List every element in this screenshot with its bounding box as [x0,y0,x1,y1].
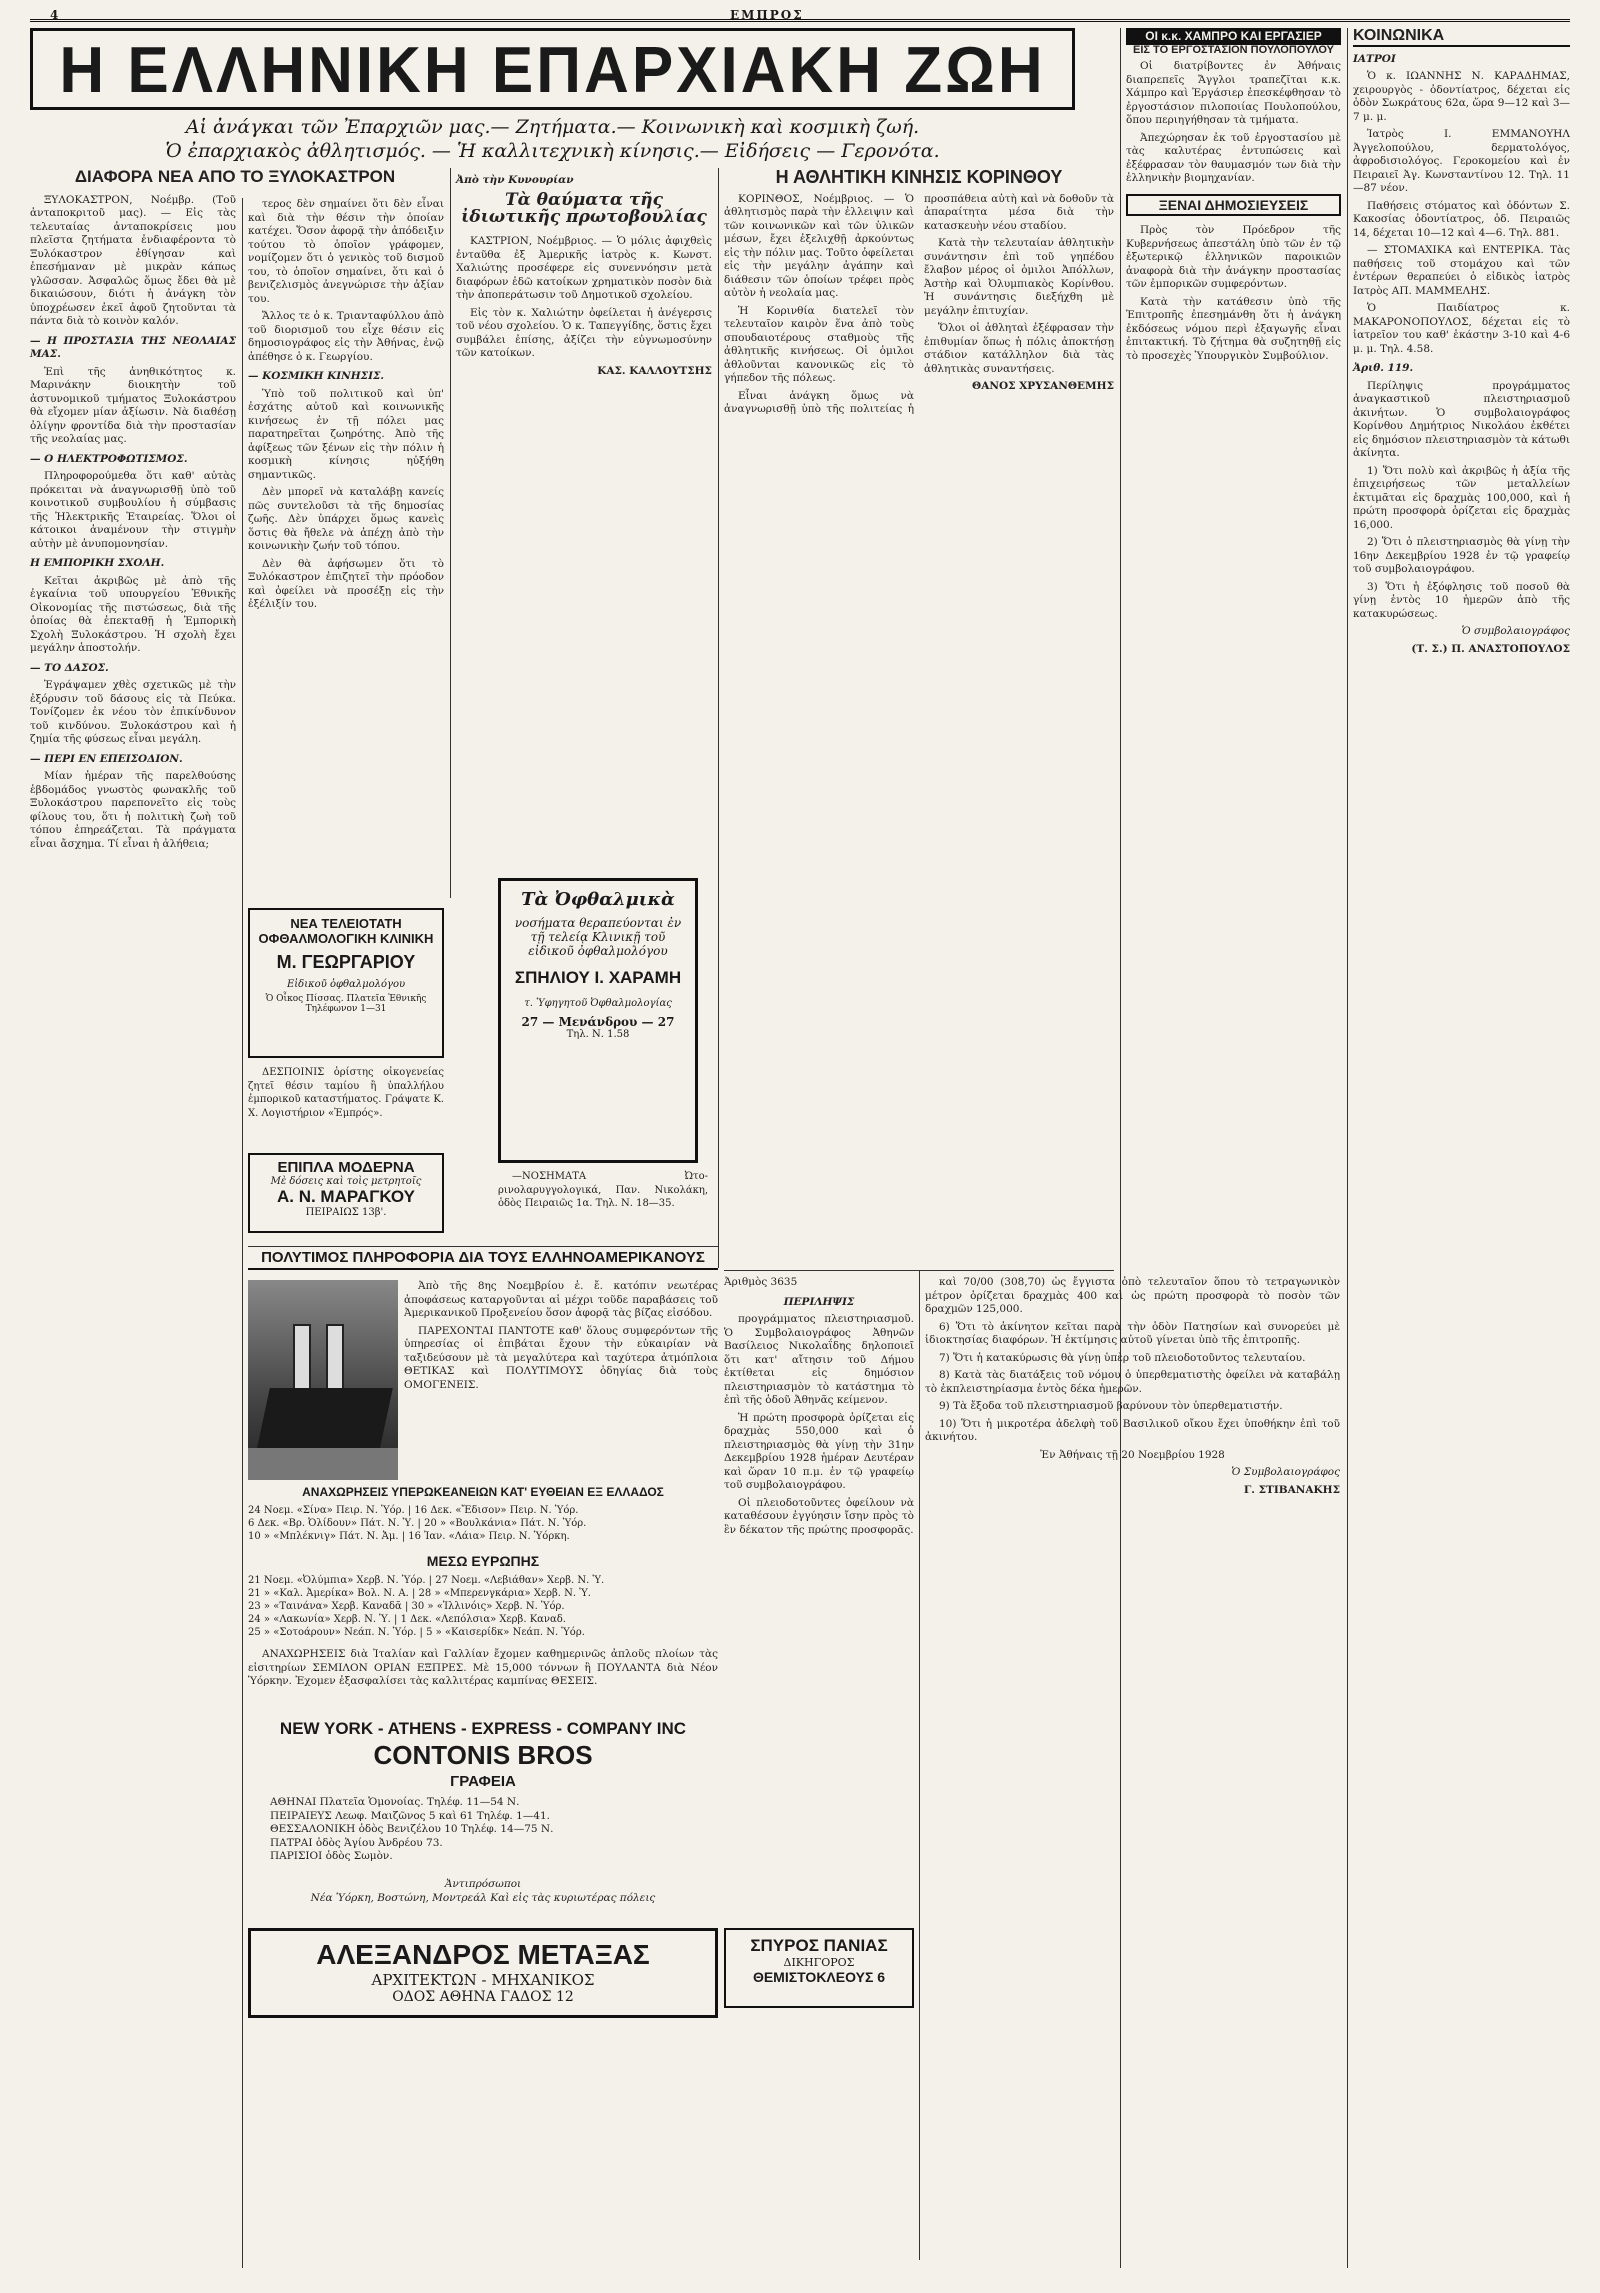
ad-line: Α. Ν. ΜΑΡΑΓΚΟΥ [276,1187,416,1206]
newspaper-name: ΕΜΠΡΟΣ [730,8,804,22]
ad-line: ΟΔΟΣ ΑΘΗΝΑ ΓΑΔΟΣ 12 [392,1989,574,2005]
paragraph: — ΣΤΟΜΑΧΙΚΑ καὶ ΕΝΤΕΡΙΚΑ. Τὰς παθήσεις τοῦ στομάχου καὶ τῶν ἐντέρων θεραπεύει ὁ εἰδικὸς ἰατρὸς Ιατρὸς ΑΠ. ΜΑΜΜΕΛΗΣ. [1353,244,1570,297]
signature: Γ. ΣΤΙΒΑΝΑΚΗΣ [1243,1483,1340,1496]
table-row: 21 » «Καλ. Ἀμερίκα» Βολ. Ν. Α. | 28 » «Μπερενγκάρια» Χερβ. Ν. Ὑ. [248,1588,591,1599]
sub-heading: Η ΕΜΠΟΡΙΚΗ ΣΧΟΛΗ. [30,557,165,570]
ad-line: Τηλ. Ν. 1.58 [566,1029,630,1040]
page-number: 4 [50,8,59,22]
sub-heading: — Η ΠΡΟΣΤΑΣΙΑ ΤΗΣ ΝΕΟΛΑΙΑΣ ΜΑΣ. [30,334,236,361]
ad-line: ΟΦΘΑΛΜΟΛΟΓΙΚΗ ΚΛΙΝΙΚΗ [258,931,434,946]
table-row: 10 » «Μπλέκνιγ» Πάτ. Ν. Ἀμ. | 16 Ἰαν. «Λάια» Πειρ. Ν. Ὑόρκη. [248,1531,570,1542]
kicker: Ἀπὸ τὴν Κυνουρίαν [456,174,574,186]
paragraph: 9) Τὰ ἔξοδα τοῦ πλειστηριασμοῦ βαρύνουν τὸν ὑπερθεματιστήν. [939,1400,1283,1412]
article-xylokastron-cont [248,198,444,898]
ad-line: Ἀντιπρόσωποι [444,1878,522,1890]
ad-line: ΘΕΜΙΣΤΟΚΛΕΟΥΣ 6 [752,1969,886,1985]
paragraph: Δὲν θὰ ἀφήσωμεν ὅτι τὸ Ξυλόκαστρον ἐπιζητεῖ τὴν πρόοδον καὶ ὀφείλει νὰ προσέξῃ εἰς τὴν ἐξέλιξίν του. [248,557,444,610]
paragraph: Κατὰ τὴν κατάθεσιν ὑπὸ τῆς Ἐπιτροπῆς ἐπεσημάνθη ὅτι ἡ ἀνάγκη ἐκδόσεως νόμου περὶ ἐξαγωγῆς εἶναι ἐπιτακτική. Τὸ ζήτημα θὰ συζητηθῇ εἰς τὸ προσεχὲς Ὑπουργικὸν Συμβούλιον. [1126,295,1341,362]
paragraph: ΠΑΡΕΧΟΝΤΑΙ ΠΑΝΤΟΤΕ καθ' ὅλους συμφερόντων τῆς ὑπηρεσίας οἱ ἐπιβάται ἔχουν τὴν εὐκαιρίαν νὰ ταξιδεύσουν μὲ τὰ μεγαλύτερα καὶ ταχύτερα ἀτμόπλοια ΘΕΤΙΚΑΣ καὶ ΠΟΛΥΤΙΜΟΥΣ ὁδηγίας διὰ τοὺς ΟΜΟΓΕΝΕΙΣ. [404,1324,718,1391]
paragraph: 8) Κατὰ τὰς διατάξεις τοῦ νόμου ὁ ὑπερθεματιστὴς ὀφείλει νὰ καταβάλῃ τὸ ἐκπλειστηρίασμα ἐντὸς δέκα ἡμερῶν. [925,1369,1340,1395]
paragraph: Κεῖται ἀκριβῶς μὲ ἀπὸ τῆς ἐγκαίνια τοῦ υπουργείου Ἐθνικῆς Οἰκονομίας τῆς πιστώσεως, διὰ τῆς ὁποίας θὰ ἐπεκταθῇ ἡ Ἐμπορικὴ Σχολὴ Ξυλοκάστρου. Ἡ σχολὴ ἔχει μεγάλην ἀποστολήν. [30,574,236,655]
office-line: ΠΑΡΙΣΙΟΙ ὁδὸς Σωμὸν. [270,1850,393,1862]
offices-list [270,1796,710,1876]
column-rule [242,198,243,2268]
paragraph: Εἰς τὸν κ. Χαλιώτην ὀφείλεται ἡ ἀνέγερσις τοῦ νέου σχολείου. Ὁ κ. Ταπεγγίδης, ὅστις ἔχει συμβάλει ἐπίσης, ἀξίζει τὴν εὐγνωμοσύνην τῶν κατοίκων. [456,306,712,360]
sub-heading: ΙΑΤΡΟΙ [1353,52,1396,65]
paragraph: —ΝΟΣΗΜΑΤΑ Ὠτο-ρινολαρυγγολογικά, Παν. Νικολάκη, ὁδὸς Πειραιῶς 1α. Τηλ. Ν. 18—35. [498,1171,708,1209]
ad-line: ΔΙΚΗΓΟΡΟΣ [783,1956,855,1969]
architect-ad [248,1928,718,2018]
office-line: ΑΘΗΝΑΙ Πλατεῖα Ὁμονοίας. Τηλέφ. 11—54 Ν. [270,1796,520,1808]
paragraph: 6) Ὅτι τὸ ἀκίνητον κεῖται παρὰ τὴν ὁδὸν Πατησίων καὶ συνορεύει μὲ ἰδιοκτησίας διαφόρων. Ἡ ἐκτίμησις αὐτοῦ γίνεται ὑπὸ τῆς ἐπιτροπῆς. [925,1320,1340,1346]
column-rule [718,168,719,1268]
lawyer-ad [724,1928,914,2008]
shipping-text [404,1280,718,1480]
ad-line: Ὁ Οἶκος Πίσσας. Πλατεῖα Ἐθνικῆς Τηλέφωνον 1—31 [265,994,427,1014]
signature: ΚΑΣ. ΚΑΛΛΟΥΤΣΗΣ [597,364,712,377]
signature: ΘΑΝΟΣ ΧΡΥΣΑΝΘΕΜΗΣ [972,380,1114,393]
representatives [248,1878,718,1918]
paragraph: Ἄλλος τε ὁ κ. Τριανταφύλλου ἀπὸ τοῦ διορισμοῦ του εἶχε θέσιν εἰς δημοσιογράφος εἰς τὴν Ἀθήνας, ἐνῷ ἀπέθησε ὁ κ. Γεωργίου. [248,310,444,363]
date-line: Ἐν Ἀθήναις τῇ 20 Νοεμβρίου 1928 [1040,1448,1225,1461]
section-banner [30,28,1075,110]
signature: Ὁ Συμβολαιογράφος [1231,1466,1340,1478]
paragraph: Ἡ πρώτη προσφορὰ ὁρίζεται εἰς δραχμὰς 550,000 καὶ ὁ πλειστηριασμὸς θὰ γίνῃ τὴν 31ην Δεκεμβρίου 1928 ἡμέραν Δευτέραν καὶ ὥραν 10 π.μ. ἐν τῷ γραφείῳ τοῦ συμβολαιογράφου. [724,1411,914,1491]
ad-doctor-name: ΣΠΗΛΙΟΥ Ι. ΧΑΡΑΜΗ [514,968,682,987]
article-kynouria [456,168,712,858]
paragraph: 7) Ὅτι ἡ κατακύρωσις θὰ γίνῃ ὑπὲρ τοῦ πλειοδοτοῦντος τελευταίου. [939,1351,1306,1364]
column-rule [450,168,451,898]
table-row: 21 Νοεμ. «Ὀλύμπια» Χερβ. Ν. Ὑόρ. | 27 Νοεμ. «Λεβιάθαν» Χερβ. Ν. Ὑ. [248,1575,605,1586]
europe-title: ΜΕΣΩ ΕΥΡΩΠΗΣ [426,1553,540,1569]
europe-table [248,1574,718,1646]
paragraph: Πρὸς τὸν Πρόεδρον τῆς Κυβερνήσεως ἀπεστάλη ὑπὸ τῶν ἐν τῷ ἐξωτερικῷ ἑλληνικῶν παροικιῶν ἀναφορὰ διὰ τὴν ἀνάγκην προστασίας τῶν ἐμπορικῶν συμφερόντων. [1126,224,1341,291]
paragraph: Ὑπὸ τοῦ πολιτικοῦ καὶ ὑπ' ἐσχάτης αὐτοῦ καὶ κοινωνικῆς κινήσεως ἐν τῇ πόλει μας παρατηρεῖται ζωηρότης. Ἀπὸ τῆς ἀφίξεως τῶν ξένων εἰς τὴν πόλιν ἡ κοσμικὴ κίνησις ηὐξήθη σημαντικῶς. [248,387,444,481]
offices-title: ΓΡΑΦΕΙΑ [450,1773,516,1790]
paragraph: ΔΕΣΠΟΙΝΙΣ ὁρίστης οἰκογενείας ζητεῖ θέσιν ταμίου ἢ ὑπαλλήλου ἐμπορικοῦ καταστήματος. Γράψατε Κ. Χ. Λογιστήριον «Ἐμπρός». [248,1067,444,1119]
classified-ad [248,1066,444,1146]
paragraph: Οἱ διατρίβοντες ἐν Ἀθήναις διαπρεπεῖς Ἄγγλοι τραπεζῖται κ.κ. Χάμπρο καὶ Ἐργάσιερ ἐπεσκέφθησαν τὸ ἐργοστάσιον πιλοποιίας Πουλοπούλου, ὅπου περιηγήθησαν τὰ τμήματα. [1126,60,1341,127]
article-hambro [1126,28,1341,1258]
departures-table [248,1504,718,1550]
signature: (Τ. Σ.) Π. ΑΝΑΣΤΟΠΟΥΛΟΣ [1411,642,1570,655]
ad-doctor-name: Μ. ΓΕΩΡΓΑΡΙΟΥ [276,952,416,972]
ad-line: ΑΡΧΙΤΕΚΤΩΝ - ΜΗΧΑΝΙΚΟΣ [371,1971,595,1989]
paragraph: 10) Ὅτι ἡ μικροτέρα ἀδελφὴ τοῦ Βασιλικοῦ οἴκου ἔχει ὑποθήκην ἐπὶ τοῦ ἀκινήτου. [925,1417,1340,1443]
paragraph: Πληροφορούμεθα ὅτι καθ' αὐτὰς πρόκειται νὰ ἀναγνωρισθῇ ὑπὸ τοῦ κοινοτικοῦ συμβουλίου ἡ σύμβασις τῆς Ἠλεκτρικῆς Ἑταιρείας. Ὅλοι οἱ κάτοικοι ἀναμένουν τὴν στιγμὴν αὐτὴν μὲ ἀνυπομονησίαν. [30,470,236,550]
banner-title: Η ΕΛΛΗΝΙΚΗ ΕΠΑΡΧΙΑΚΗ ΖΩΗ [59,34,1046,107]
ad-line: ΑΛΕΞΑΝΔΡΟΣ ΜΕΤΑΞΑΣ [316,1939,650,1970]
office-line: ΘΕΣΣΑΛΟΝΙΚΗ ὁδὸς Βενιζέλου 10 Τηλέφ. 14—75 Ν. [270,1823,554,1835]
paragraph: Ἀπεχώρησαν ἐκ τοῦ ἐργοστασίου μὲ τὰς καλυτέρας ἐντυπώσεις καὶ ἐξέφρασαν τὸν θαυμασμόν των διὰ τὴν ἑλληνικὴν βιομηχανίαν. [1126,131,1341,185]
ship-image [248,1280,398,1480]
article-title: ΔΙΑΦΟΡΑ ΝΕΑ ΑΠΟ ΤΟ ΞΥΛΟΚΑΣΤΡΟΝ [74,167,396,186]
paragraph: Ἀπὸ τῆς 8ης Νοεμβρίου ἐ. ἔ. κατόπιν νεωτέρας ἀποφάσεως καταργοῦνται αἱ μέχρι τοῦδε παραβάσεις τοῦ Ἀμερικανικοῦ Προξενείου ὅσον ἀφορᾷ τὰς βίζας εἰσόδου. [404,1280,718,1319]
paragraph: Ἐγράψαμεν χθὲς σχετικῶς μὲ τὴν ἐξόρυσιν τοῦ δάσους εἰς τὰ Πεύκα. Τονίζομεν ἐκ νέου τὸν ἐπικίνδυνον τοῦ κινδύνου. Ξυλοκάστρου καὶ ἡ ζημία τῆς φύσεως εἶναι μεγάλη. [30,679,236,746]
paragraph: Ἐπὶ τῆς ἀνηθικότητος κ. Μαρινάκην διοικητὴν τοῦ ἀστυνομικοῦ τμήματος Ξυλοκάστρου θὰ εἴχομεν μίαν ἀξίωσιν. Νὰ διαθέσῃ ὀλίγην φροντίδα διὰ τὴν προστασίαν τῆς νεολαίας μας. [30,365,236,446]
sub-heading: Ἀριθ. 119. [1353,362,1414,375]
shipping-banner: ΠΟΛΥΤΙΜΟΣ ΠΛΗΡΟΦΟΡΙΑ ΔΙΑ ΤΟΥΣ ΕΛΛΗΝΟΑΜΕΡΙΚΑΝΟΥΣ [248,1250,718,1270]
ad-line: Νέα Ὑόρκη, Βοστώνη, Μοντρεάλ Καὶ εἰς τὰς κυριωτέρας πόλεις [310,1891,656,1904]
column-rule [919,1270,920,2260]
article-title: ΞΕΝΑΙ ΔΗΜΟΣΙΕΥΣΕΙΣ [1126,194,1341,217]
paragraph: Οἱ πλειοδοτοῦντες ὀφείλουν νὰ καταθέσουν ἐγγύησιν ἴσην πρὸς τὸ ἓν δέκατον τῆς πρώτης προσφορᾶς. [724,1496,914,1536]
ad-line: Μὲ δόσεις καὶ τοὶς μετρητοῖς [270,1176,422,1187]
company-brand: CONTONIS BROS [373,1740,593,1770]
table-row: 24 » «Λακωνία» Χερβ. Ν. Ὑ. | 1 Δεκ. «Λεπόλσια» Χερβ. Καναδ. [248,1614,566,1625]
reference: Ἀριθμὸς 3635 [724,1276,798,1288]
paragraph: 1) Ὅτι πολὺ καὶ ἀκριβῶς ἡ ἀξία τῆς ἐπιχειρήσεως τῶν μεταλλείων ἐκτιμᾶται εἰς δραχμὰς 100,000, καὶ ἡ πρώτη προσφορὰ ὁρίζεται εἰς δραχμὰς 16,000. [1353,464,1570,531]
paragraph: Εἶναι ἀνάγκη ὅμως νὰ ἀναγνωρισθῇ ὑπὸ τῆς πολιτείας ἡ προσπάθεια αὐτὴ καὶ νὰ δοθοῦν τὰ ἀπαραίτητα μέσα διὰ τὴν κατασκευὴν νέου σταδίου. [724,192,1114,416]
departures-title: ΑΝΑΧΩΡΗΣΕΙΣ ΥΠΕΡΩΚΕΑΝΕΙΩΝ ΚΑΤ' ΕΥΘΕΙΑΝ ΕΞ ΕΛΛΑΔΟΣ [302,1485,664,1499]
paragraph: Μίαν ἡμέραν τῆς παρελθούσης ἑβδομάδος γνωστὸς φωνακλῆς τοῦ Ξυλοκάστρου παρεπονεῖτο εἰς τοὺς φίλους του, ὅτι ἡ πολιτικὴ ζωὴ τοῦ τόπου ἐπηρεάζεται. Τὰ πράγματα εἶναι ἄσχημα. Τί εἶναι ἡ ἀλήθεια; [30,770,236,850]
auction-notice-cont [925,1276,1340,2266]
classified-ad [498,1170,708,1240]
paragraph: ΚΟΡΙΝΘΟΣ, Νοέμβριος. — Ὁ ἀθλητισμὸς παρὰ τὴν ἐλλειψιν καὶ τῶν κοινωνικῶν καὶ τῶν ὑλικῶν μέσων, ἔχει ἐξελιχθῇ ἀρκούντως εἰς τὴν πόλιν μας. Τοῦτο ὀφείλεται εἰς τὴν μεγάλην ἀγάπην καὶ διάθεσιν τῶν ὁποίων τρέφει πρὸς αὐτὸν ἡ νεολαία μας. [724,192,914,300]
sub-heading: ΠΕΡΙΛΗΨΙΣ [783,1295,855,1308]
paragraph: Ἰατρὸς Ι. ΕΜΜΑΝΟΥΗΛ Ἀγγελοπούλου, δερματολόγος, ἀφροδισιολόγος. Γεροκομείου καὶ ἐν Πειραιεῖ Ἀγ. Κωνσταντίνου 12. Τηλ. 11—87 νέον. [1353,128,1570,195]
article-athletics [724,168,1114,1268]
sub-heading: — ΚΟΣΜΙΚΗ ΚΙΝΗΣΙΣ. [248,370,385,382]
ad-line: νοσήματα θεραπεύονται ἐν τῇ τελείᾳ Κλινικῇ τοῦ εἰδικοῦ ὀφθαλμολόγου [514,916,682,958]
office-line: ΠΑΤΡΑΙ ὁδὸς Ἁγίου Ἀνδρέου 73. [270,1836,443,1849]
ad-line: 27 — Μενάνδρου — 27 [521,1015,675,1029]
sub-heading: — ΠΕΡΙ ΕΝ ΕΠΕΙΣΟΔΙΟΝ. [30,752,183,765]
company-name: NEW YORK - ATHENS - EXPRESS - COMPANY INC [279,1719,687,1738]
article-title: Η ΑΘΛΗΤΙΚΗ ΚΙΝΗΣΙΣ ΚΟΡΙΝΘΟΥ [775,167,1063,187]
ad-line: Εἰδικοῦ ὀφθαλμολόγου [286,979,406,990]
table-row: 24 Νοεμ. «Σίνα» Πειρ. Ν. Ὑόρ. | 16 Δεκ. «Ἔδισον» Πειρ. Ν. Ὑόρ. [248,1505,579,1516]
paragraph: τερος δὲν σημαίνει ὅτι δὲν εἶναι καὶ διὰ τὴν θέσιν τὴν ὁποίαν κατέχει. Ὅσον ἀφορᾷ τὴν ἀπόδειξιν τούτου τὸ ὁποῖον γράφομεν, νομίζομεν ὅτι ὁ γενικὸς τοῦ δισμοῦ του, τὸ ὁποῖον σημαίνει, ὅτι καὶ ὁ βενιζελισμὸς ἀνεγνώρισε τὴν ἀξίαν του. [248,198,444,305]
paragraph: ΑΝΑΧΩΡΗΣΕΙΣ διὰ Ἰταλίαν καὶ Γαλλίαν ἔχομεν καθημερινῶς ἀπλοῦς πλοίων τὰς εἰσιτηρίων ΣΕΜΙΛΟΝ ΟΡΙΑΝ ΕΞΠΡΕΣ. Μὲ 15,000 τόννων ἢ ΠΟΥΛΑΝΤΑ διὰ Νέον Ὑόρκην. Ἐχομεν ἐξασφαλίσει τὰς καλλιτέρας καμπίνας ΘΕΣΕΙΣ. [248,1648,718,1687]
paragraph: καὶ 70/00 (308,70) ὡς ἔγγιστα ὁπὸ τελευταῖον ὅπου τὸ τετραγωνικὸν μέτρον ὁρίζεται δραχμὰς 400 καὶ ὡς πρώτη προσφορὰ τὸ ποσὸν τῶν δραχμῶν 125,000. [925,1276,1340,1315]
column-rule [1347,28,1348,2268]
paragraph: ΚΑΣΤΡΙΟΝ, Νοέμβριος. — Ὁ μόλις ἀφιχθεὶς ἐνταῦθα ἐξ Ἀμερικῆς ἰατρὸς κ. Κωνστ. Χαλιώτης προσέφερε εἰς συνεννόησιν μετὰ διαφόρων ἐδῶ κατοίκων χρηματικὸν ποσὸν διὰ τὴν ἀποπεράτωσιν τοῦ Δημοτικοῦ σχολείου. [456,235,712,302]
eye-clinic-ad [498,878,698,1163]
paragraph: Ὅλοι οἱ ἀθληταὶ ἐξέφρασαν τὴν ἐπιθυμίαν ὅπως ἡ πόλις ἀποκτήσῃ στάδιον κατάλληλον διὰ τὰς ἀθλητικὰς συναντήσεις. [924,322,1114,375]
office-line: ΠΕΙΡΑΙΕΥΣ Λεωφ. Μαιζῶνος 5 καὶ 61 Τηλέφ. 1—41. [270,1809,550,1822]
paragraph: Κατὰ τὴν τελευταίαν ἀθλητικὴν συνάντησιν ἐπὶ τοῦ γηπέδου ἔλαβον μέρος οἱ ὁμιλοι Ἀπόλλων, Ἀστὴρ καὶ Ὀλυμπιακὸς Κορίνθου. Ἡ συνάντησις διεξήχθη μὲ μεγάλην ἐπιτυχίαν. [924,237,1114,317]
clinic-ad [248,908,444,1058]
signature: Ὁ συμβολαιογράφος [1461,625,1570,638]
sub-heading: — ΤΟ ΔΑΣΟΣ. [30,661,109,674]
social-column [1353,28,1570,2268]
paragraph: ΞΥΛΟΚΑΣΤΡΟΝ, Νοέμβρ. (Τοῦ ἀνταποκριτοῦ μας). — Εἰς τὰς τελευταίας ἀνταποκρίσεις μου πλεῖστα ζητήματα ἐνδιαφέροντα τὸ Ξυλόκαστρον ἐθίγησαν καὶ ἐπεσήμαναν μὲ μικρὰν κάπως γλῶσσαν. Ἀσφαλῶς ὅμως ἔδει θὰ μὲ δικαιώσουν, διότι ἡ ἀνάγκη τὸν ὑποχρέωσεν ἐκεῖ ἀφοῦ ζητοῦνται τὰ πάντα διὰ τὸ κοινὸν καλόν. [30,193,236,328]
paragraph: Δὲν μπορεῖ νὰ καταλάβῃ κανείς πῶς συντελοῦσι τὰ τῆς δημοσίας ζωῆς. Δὲν ὑπάρχει ὅμως κανεὶς ὅστις θὰ ἤθελε νὰ ἀπέχῃ ἀπὸ τὴν κοινωνικὴν ζωήν τοῦ τόπου. [248,486,444,552]
paragraph: Ὁ κ. ΙΩΑΝΝΗΣ Ν. ΚΑΡΑΔΗΜΑΣ, χειρουργὸς - ὀδοντίατρος, δέχεται εἰς ὁδὸν Σωκράτους 62α, ὥρα 9—12 καὶ 3—7 μ. μ. [1353,70,1570,123]
article-title: Τὰ θαύματα τῆς ἰδιωτικῆς πρωτοβουλίας [461,189,707,228]
ad-line: ΣΠΥΡΟΣ ΠΑΝΙΑΣ [750,1936,888,1955]
article-title: ΟΙ κ.κ. ΧΑΜΠΡΟ ΚΑΙ ΕΡΓΑΣΙΕΡ [1126,28,1341,45]
banner-subtitle-1: Αἱ ἀνάγκαι τῶν Ἐπαρχιῶν μας.— Ζητήματα.— Κοινωνικὴ καὶ κοσμικὴ ζωή. [185,116,920,138]
auction-notice [724,1276,914,1916]
furniture-ad [248,1153,444,1233]
paragraph: Ὁ Παιδίατρος κ. ΜΑΚΑΡΟΝΟΠΟΥΛΟΣ, δέχεται εἰς τὸ ἰατρεῖον του καθ' ἑκάστην 3-10 καὶ 4-6 μ. μ. Τηλ. 4.58. [1353,302,1570,355]
ad-line: Τὰ Ὀφθαλμικὰ [521,889,675,910]
paragraph: Ἡ Κορινθία διατελεῖ τὸν τελευταῖον καιρὸν ἕνα ἀπὸ τοὺς σπουδαιοτέρους σταθμοὺς τῆς ἀθλητικῆς κινήσεως. Οἱ ὁμιλοι ἀθλοῦνται κανονικῶς εἰς τὸ γήπεδον τῆς πόλεως. [724,304,914,385]
shipping-notes [248,1648,718,1718]
table-row: 6 Δεκ. «Βρ. Ὀλίδουν» Πάτ. Ν. Ὑ. | 20 » «Βουλκάνια» Πάτ. Ν. Ὑόρ. [248,1518,587,1529]
paragraph: Περίληψις προγράμματος ἀναγκαστικοῦ πλειστηριασμοῦ ἀκινήτων. Ὁ συμβολαιογράφος Κορίνθου Δημήτριος Νικολάου ἐκθέτει εἰς δημόσιον πλειστηριασμὸν τὰ κάτωθι ἀκίνητα. [1353,379,1570,460]
banner-subtitle-2: Ὁ ἐπαρχιακὸς ἀθλητισμός. — Ἡ καλλιτεχνικὴ κίνησις.— Εἰδήσεις — Γερονότα. [165,140,940,162]
article-title: ΕΙΣ ΤΟ ΕΡΓΟΣΤΑΣΙΟΝ ΠΟΥΛΟΠΟΥΛΟΥ [1133,43,1334,56]
paragraph: 3) Ὅτι ἡ ἐξόφλησις τοῦ ποσοῦ θὰ γίνῃ ἐντὸς 10 ἡμερῶν ἀπὸ τῆς κατακυρώσεως. [1353,580,1570,620]
paragraph: Παθήσεις στόματος καὶ ὀδόντων Σ. Κακοσίας ὀδοντίατρος, ὁδ. Πειραιῶς 14, δέχεται 10—12 καὶ 4—6. Τηλ. 881. [1353,199,1570,239]
ad-line: ΠΕΙΡΑΙΩΣ 13β'. [305,1207,387,1218]
section-rule [248,1246,718,1247]
sub-heading: — Ο ΗΛΕΚΤΡΟΦΩΤΙΣΜΟΣ. [30,452,188,465]
ad-line: ΝΕΑ ΤΕΛΕΙΟΤΑΤΗ [290,916,402,931]
ad-line: ΕΠΙΠΛΑ ΜΟΔΕΡΝΑ [277,1159,415,1176]
column-title: ΚΟΙΝΩΝΙΚΑ [1353,28,1570,47]
table-row: 25 » «Σοτοάρουν» Νεάπ. Ν. Ὑόρ. | 5 » «Καισερίδκ» Νεάπ. Ν. Ὑόρ. [248,1627,585,1638]
ad-line: τ. Ὑφηγητοῦ Ὀφθαλμολογίας [524,998,672,1009]
paragraph: 2) Ὅτι ὁ πλειστηριασμὸς θὰ γίνῃ τὴν 16ην Δεκεμβρίου 1928 ἐν τῷ γραφείῳ τοῦ συμβολαιογράφου. [1353,536,1570,576]
paragraph: προγράμματος πλειστηριασμοῦ. Ὁ Συμβολαιογράφος Ἀθηνῶν Βασίλειος Νικολαΐδης δηλοποιεῖ ὅτι κατ' αἴτησιν τοῦ Δήμου ἐκτίθεται εἰς δημόσιον πλειστηριασμὸν τὸ κατάστημα τὸ ἐπὶ τῆς ὁδοῦ Ἀθηνᾶς κείμενον. [724,1313,914,1406]
table-row: 23 » «Ταινάνα» Χερβ. Καναδᾶ | 30 » «Ἰλλινόις» Χερβ. Ν. Ὑόρ. [248,1601,565,1612]
